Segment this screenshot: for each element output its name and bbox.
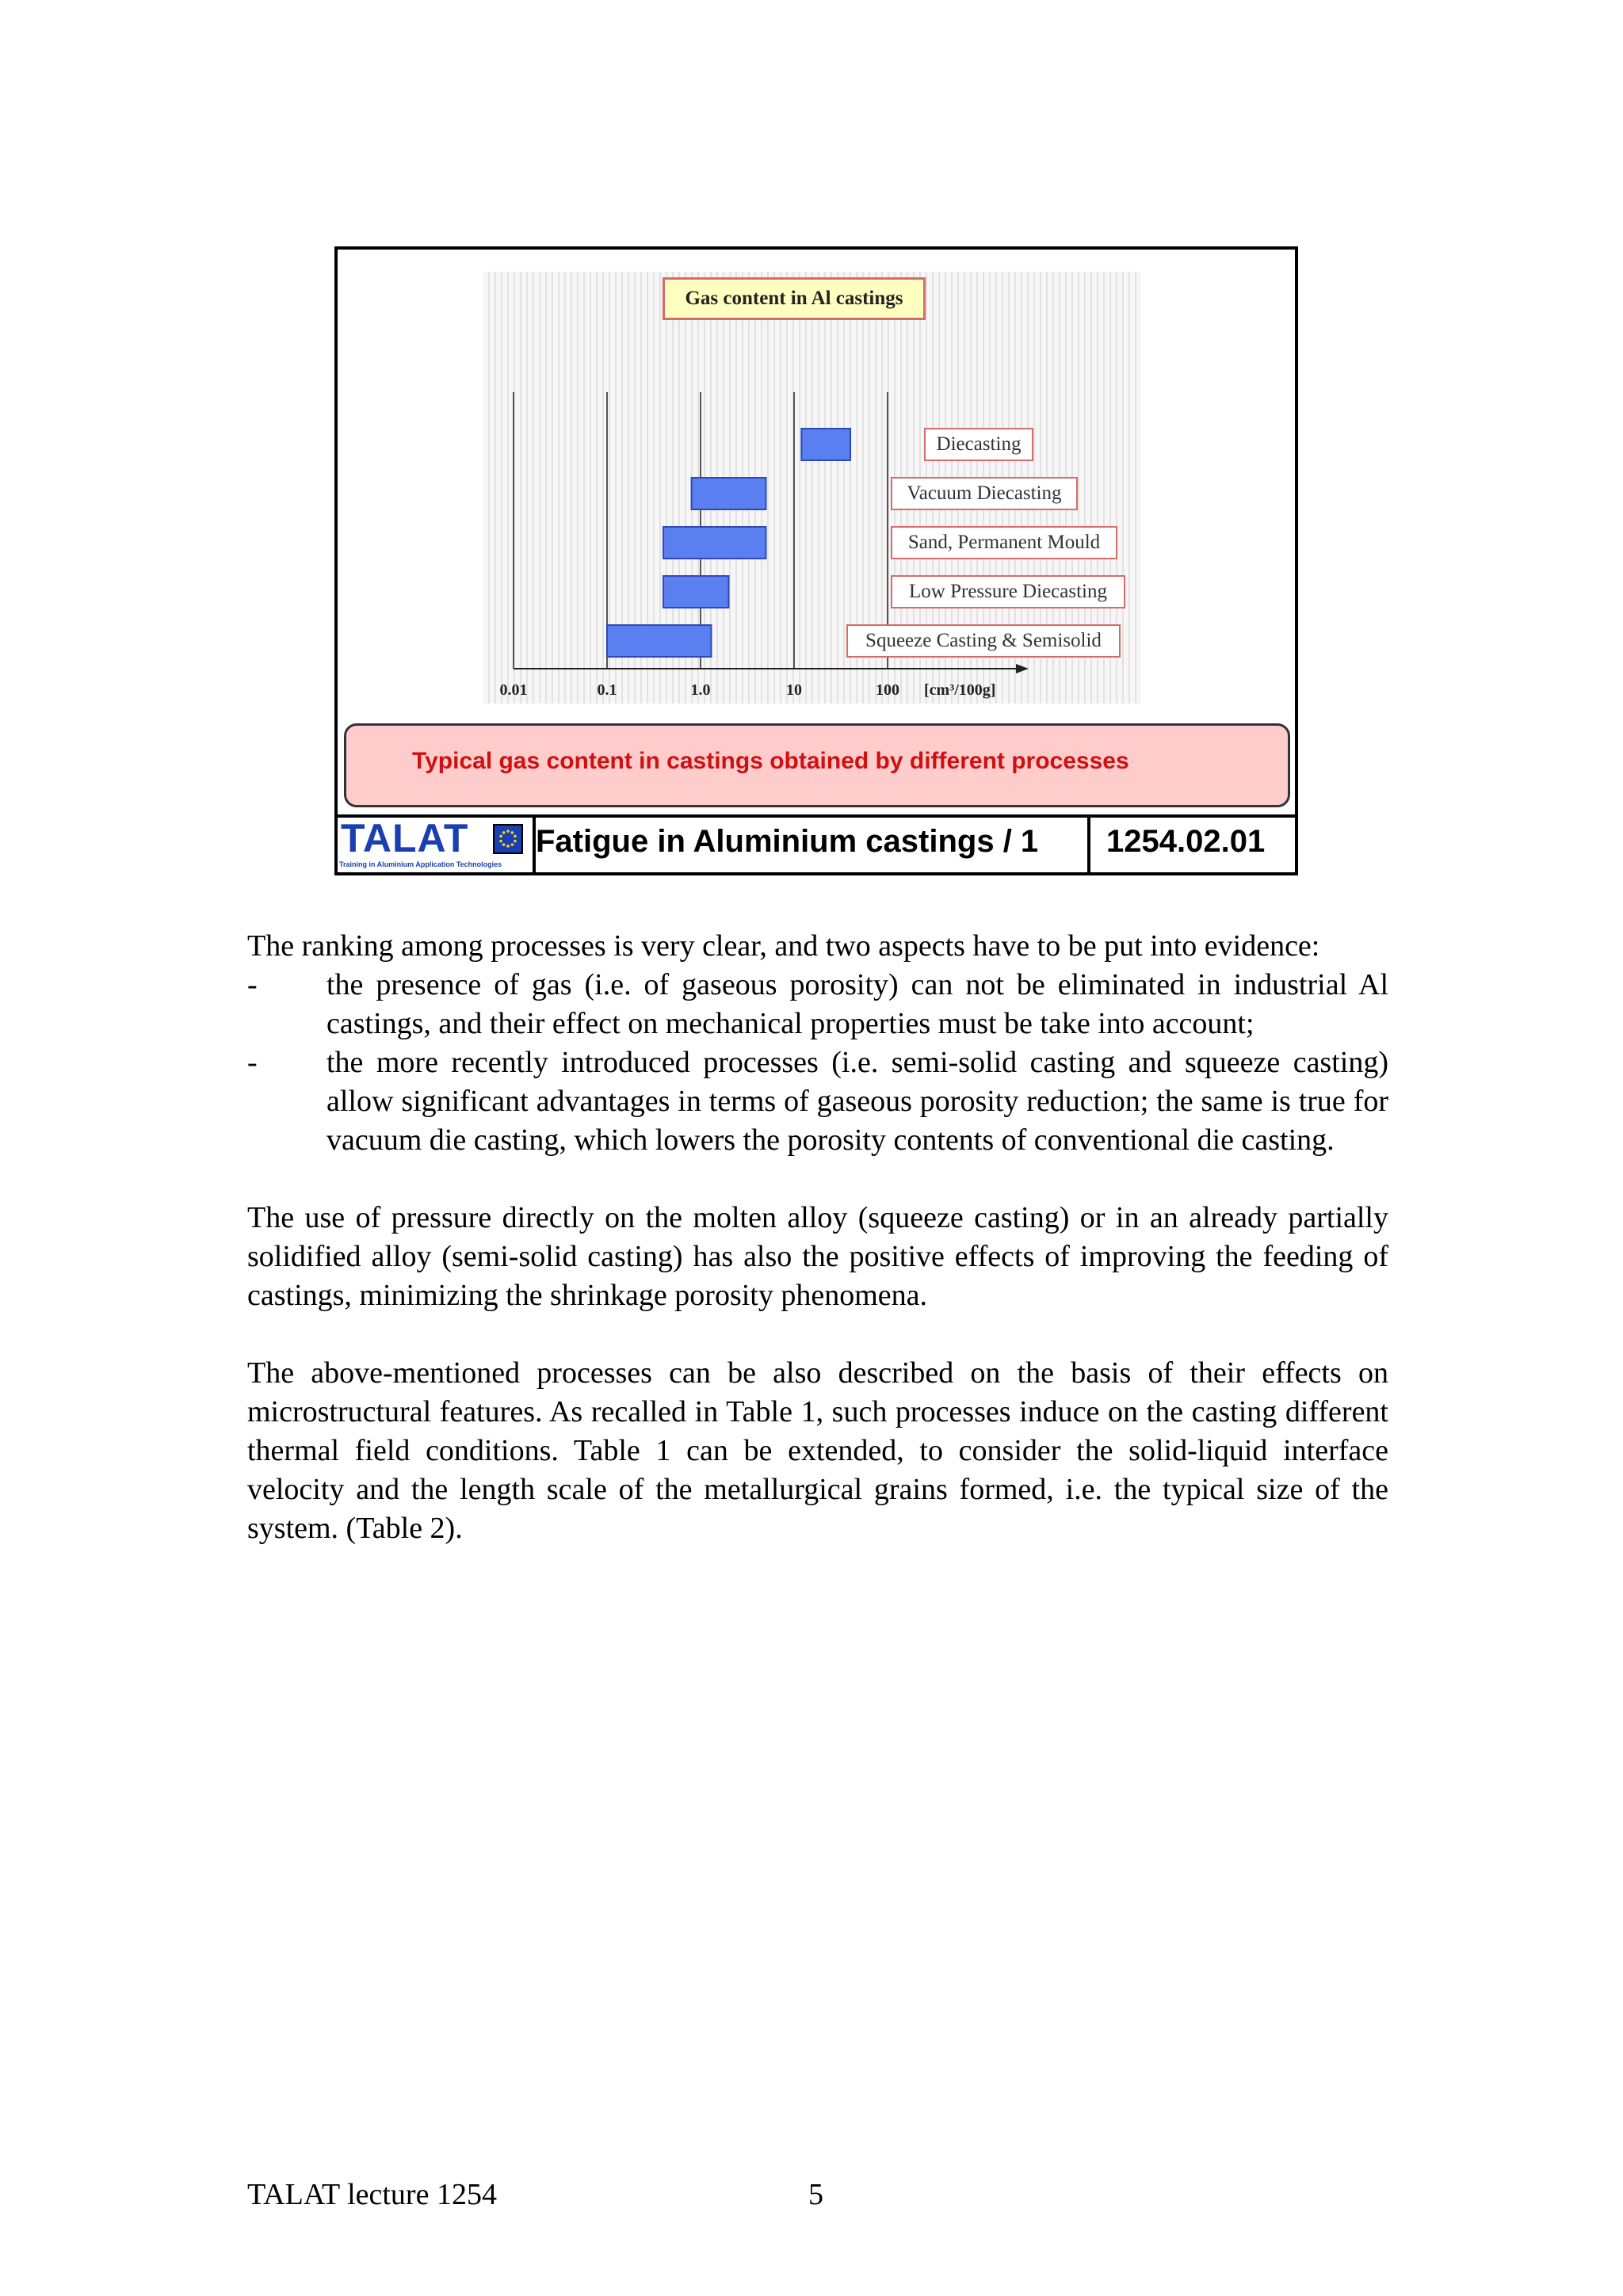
x-tick-label: 0.1 xyxy=(597,681,617,699)
bullet-item xyxy=(247,966,1388,1043)
paragraph: The above-mentioned processes can be also described on the basis of their effects on microstructural features. As recalled in Table 1, such processes induce on the casting different thermal field conditions. Table 1 can be extended, to consider the solid-liquid interface velocity and the length scale of the metallurgical grains formed, i.e. the typical size of the system. (Table 2). xyxy=(247,1356,1388,1545)
bar-diecasting xyxy=(801,429,850,460)
slide-title: Fatigue in Aluminium castings / 1 xyxy=(536,824,1039,859)
slide-code: 1254.02.01 xyxy=(1106,824,1266,859)
x-axis-arrow xyxy=(1016,664,1029,673)
bullet-mark: - xyxy=(247,968,258,1001)
bar-vacuum-diecasting xyxy=(692,478,766,509)
page-number: 5 xyxy=(808,2178,823,2211)
process-label-vacuum-diecasting: Vacuum Diecasting xyxy=(891,477,1078,510)
bullet-text: the more recently introduced processes (i.e. semi-solid casting and squeeze casting) allow significant advantages in terms of gaseous porosity reduction; the same is true for vacuum die casting, which lowers the porosity contents of conventional die casting. xyxy=(327,1046,1388,1157)
process-label-diecasting: Diecasting xyxy=(924,428,1033,461)
process-label-sand-permanent-mould: Sand, Permanent Mould xyxy=(891,526,1117,559)
process-label-squeeze-casting: Squeeze Casting & Semisolid xyxy=(846,624,1121,658)
bullet-item xyxy=(247,1043,1388,1160)
x-tick-label: 1.0 xyxy=(690,681,711,699)
x-unit-label: [cm³/100g] xyxy=(924,681,996,699)
talat-subtitle: Training in Aluminium Application Technologies xyxy=(339,860,502,868)
talat-logo: TALAT xyxy=(341,816,469,860)
bar-squeeze-casting-semisolid xyxy=(607,625,711,657)
bullet-text: the presence of gas (i.e. of gaseous porosity) can not be eliminated in industrial Al castings, and their effect on mechanical properties must be take into account; xyxy=(327,968,1388,1040)
footer-divider xyxy=(1087,814,1090,875)
process-label-low-pressure-diecasting: Low Pressure Diecasting xyxy=(891,575,1125,608)
chart-title: Gas content in Al castings xyxy=(663,277,926,320)
eu-flag-icon xyxy=(493,824,523,854)
figure-caption: Typical gas content in castings obtained by different processes xyxy=(412,748,1129,774)
x-tick-label: 10 xyxy=(786,681,802,699)
paragraph: The ranking among processes is very clear, and two aspects have to be put into evidence: xyxy=(247,929,1320,963)
page-footer-title: TALAT lecture 1254 xyxy=(247,2178,497,2211)
x-tick-label: 0.01 xyxy=(499,681,528,699)
x-tick-label: 100 xyxy=(876,681,899,699)
bar-sand-permanent-mould xyxy=(663,527,766,559)
paragraph: The use of pressure directly on the molten alloy (squeeze casting) or in an already partially solidified alloy (semi-solid casting) has also the positive effects of improving the feeding of castings, minimizing the shrinkage porosity phenomena. xyxy=(247,1201,1388,1312)
body-text xyxy=(247,927,1388,1587)
bar-low-pressure-diecasting xyxy=(663,576,728,608)
bullet-mark: - xyxy=(247,1046,258,1079)
